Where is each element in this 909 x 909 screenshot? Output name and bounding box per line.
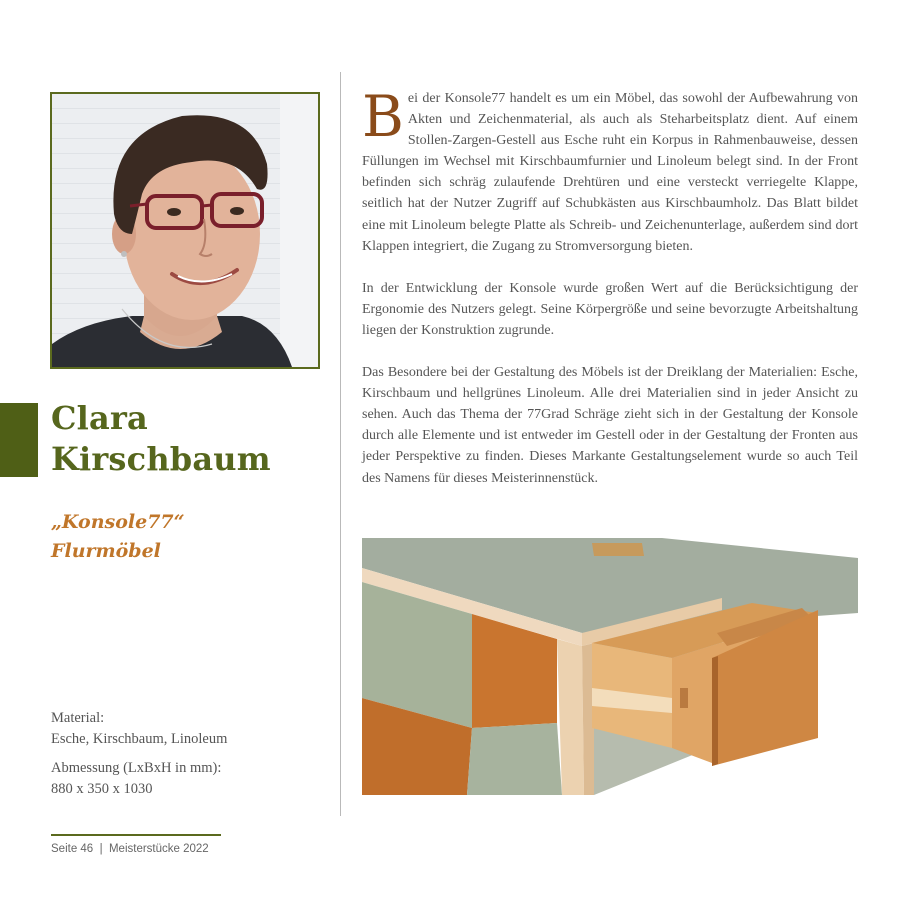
article-body — [362, 84, 858, 510]
drop-cap: B — [362, 84, 404, 150]
dimension-value: 880 x 350 x 1030 — [51, 781, 153, 797]
project-heading — [51, 508, 311, 566]
material-label: Material: — [51, 710, 105, 726]
specs-block — [51, 708, 311, 800]
designer-name: Clara Kirschbaum — [51, 399, 271, 478]
designer-portrait — [50, 92, 320, 369]
project-title: „Konsole77“ — [51, 511, 185, 533]
page-footer: Seite 46 | Meisterstücke 2022 — [51, 843, 209, 855]
accent-bar — [0, 403, 38, 477]
footer-rule — [51, 834, 221, 836]
column-divider — [340, 72, 341, 816]
product-photo — [362, 538, 858, 795]
material-value: Esche, Kirschbaum, Linoleum — [51, 731, 228, 747]
project-subtitle: Flurmöbel — [51, 540, 161, 562]
portrait-image — [52, 94, 318, 367]
paragraph-3: Das Besondere bei der Gestaltung des Möbels ist der Dreiklang der Materialien: Esche, Kirschbaum und hellgrünes Linoleum. Alle drei Materialien sind in jeder Ansicht zu sehen. Auch das Thema der 77Grad Schräge zieht sich in der Gestaltung der Konsole durch alle Elemente und ist entweder im Gestell oder in der Gestaltung der Fronten aus jeder Perspektive zu finden. Dieses Markante Gestaltungselement wurde so auch Teil des Namens für dieses Meisterinnenstück. — [362, 365, 858, 486]
paragraph-2: In der Entwicklung der Konsole wurde großen Wert auf die Berücksichtigung der Ergonomie des Nutzers gelegt. Seine Körpergröße und seine bevorzugte Arbeitshaltung liegen der Konstruktion zugrunde. — [362, 280, 858, 338]
furniture-image — [362, 538, 858, 795]
paragraph-1-text: ei der Konsole77 handelt es um ein Möbel, das sowohl der Aufbewahrung von Akten und Zeichenmaterial, als auch als Steharbeitsplatz dient. Auf einem Stollen-Zargen-Gestell aus Esche ruht ein Korpus in Rahmenbauweise, dessen Füllungen im Wechsel mit Kirschbaumfurnier und Linoleum belegt sind. In der Front befinden sich schräg zulaufende Drehtüren und eine versteckt verriegelte Klappe, seitlich hat der Nutzer Zugriff auf Schubkästen aus Kirschbaumholz. Das Blatt bildet eine mit Linoleum belegte Platte als Schreib- und Zeichenunterlage, außerdem sind dort Klappen integriert, die Zugang zu Stromversorgung bieten. — [362, 91, 858, 254]
paragraph-1 — [362, 84, 858, 257]
dimension-label: Abmessung (LxBxH in mm): — [51, 760, 222, 776]
